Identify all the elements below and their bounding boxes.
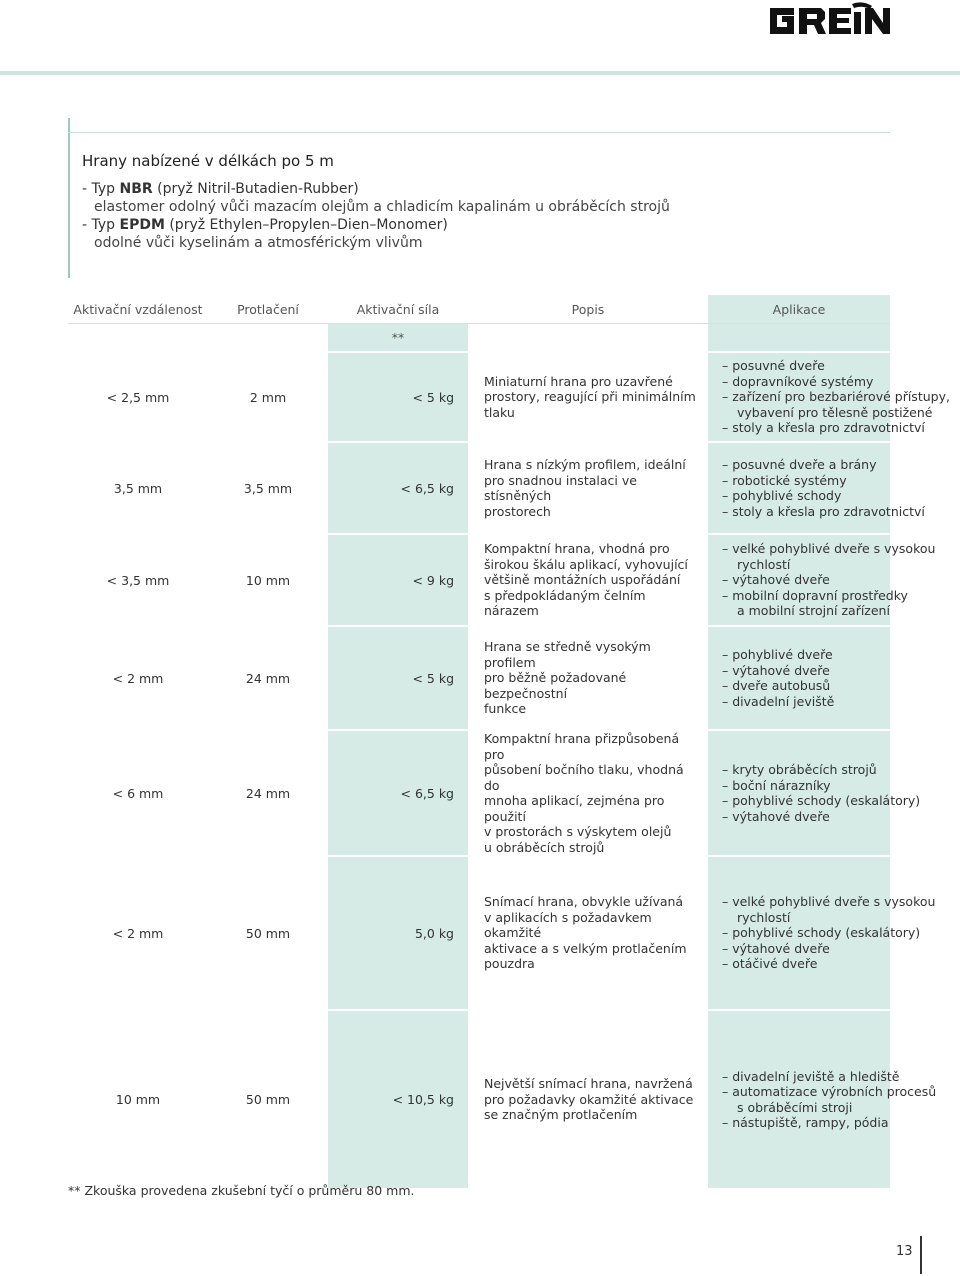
description-line: mnoha aplikací, zejména pro použití [484,793,665,824]
page-number-bar [920,1236,922,1274]
cell-activation-force: < 6,5 kg [328,442,468,534]
page-number: 13 [896,1244,913,1259]
intro-line-nbr: - Typ NBR (pryž Nitril-Butadien-Rubber) [82,181,359,197]
header-divider [0,71,960,75]
cell-activation-distance: 3,5 mm [68,442,208,534]
description-line: u obráběcích strojů [484,839,605,855]
cell-description [468,1010,708,1188]
application-line: – stoly a křesla pro zdravotnictví [722,503,925,519]
intro-vertical-rule [68,118,70,278]
application-line: – stoly a křesla pro zdravotnictví [722,420,925,436]
cell-application [708,856,936,1010]
description-line: funkce [484,701,527,717]
table-row [68,442,890,534]
grein-logo [766,0,892,38]
description-line: Kompaktní hrana přizpůsobená pro [484,731,680,762]
intro-title: Hrany nabízené v délkách po 5 m [82,152,334,170]
cell-push: 50 mm [208,856,328,1010]
application-line: – divadelní jeviště a hlediště [722,1068,900,1084]
application-line: – pohyblivé schody (eskalátory) [722,925,921,941]
intro-line-epdm-desc: odolné vůči kyselinám a atmosférickým vlivům [94,235,423,251]
description-line: většině montážních uspořádání [484,572,681,588]
table-row [68,856,890,1010]
application-line: – zařízení pro bezbariérové přístupy, [722,389,950,405]
cell-activation-force: < 10,5 kg [328,1010,468,1188]
description-line: pro požadavky okamžité aktivace [484,1091,694,1107]
cell-activation-distance: < 6 mm [68,730,208,856]
cell-activation-force: 5,0 kg [328,856,468,1010]
description-line: v aplikacích s požadavkem okamžité [484,909,652,941]
description-line: širokou škálu aplikací, vyhovující [484,556,688,572]
application-line: s obráběcími stroji [737,1099,853,1115]
cell-description [468,856,708,1010]
table-note-row [68,324,890,353]
footnote: ** Zkouška provedena zkušební tyčí o průměru 80 mm. [68,1183,415,1198]
application-line: – divadelní jeviště [722,693,835,709]
cell-application [708,626,890,730]
cell-push: 24 mm [208,626,328,730]
cell-push: 2 mm [208,352,328,442]
description-line: prostory, reagující při minimálním [484,389,696,405]
description-line: pro snadnou instalaci ve stísněných [484,472,637,503]
description-line: Hrana s nízkým profilem, ideální [484,457,686,472]
application-line: – boční nárazníky [722,777,831,793]
cell-activation-distance: 10 mm [68,1010,208,1188]
application-line: – výtahové dveře [722,940,830,956]
description-line: aktivace a s velkým protlačením [484,940,687,956]
cell-activation-force: < 5 kg [328,626,468,730]
cell-description [468,626,708,730]
header-activation-force: Aktivační síla [328,295,468,324]
header-description: Popis [468,295,708,324]
cell-activation-force: < 5 kg [328,352,468,442]
description-line: prostorech [484,503,551,519]
description-line: se značným protlačením [484,1107,638,1123]
application-line: a mobilní strojní zařízení [737,603,890,619]
cell-application [708,1010,937,1188]
cell-description [468,534,708,626]
application-line: rychlostí [737,556,791,572]
cell-application [708,352,950,442]
application-line: – posuvné dveře a brány [722,457,877,472]
application-line: – velké pohyblivé dveře s vysokou [722,541,936,557]
description-line: Kompaktní hrana, vhodná pro [484,541,670,557]
application-line: – výtahové dveře [722,662,830,678]
application-line: – výtahové dveře [722,808,830,824]
intro-line-epdm: - Typ EPDM (pryž Ethylen–Propylen–Dien–Monomer) [82,217,448,233]
table-row [68,352,890,442]
header-push: Protlačení [208,295,328,324]
intro-block [82,152,670,252]
table-header-row [68,295,890,324]
cell-push: 3,5 mm [208,442,328,534]
table-row [68,730,890,856]
description-line: s předpokládaným čelním nárazem [484,587,646,619]
description-line: tlaku [484,404,515,420]
cell-activation-distance: < 2 mm [68,626,208,730]
application-line: – pohyblivé schody [722,488,842,503]
cell-description [468,352,708,442]
intro-top-rule [68,132,890,133]
intro-line-nbr-desc: elastomer odolný vůči mazacím olejům a chladicím kapalinám u obráběcích strojů [94,199,670,215]
table-row [68,534,890,626]
cell-description [468,442,708,534]
cell-push: 50 mm [208,1010,328,1188]
description-line: Miniaturní hrana pro uzavřené [484,373,673,389]
application-line: – mobilní dopravní prostředky [722,587,908,603]
header-activation-distance: Aktivační vzdálenost [68,295,208,324]
cell-push: 10 mm [208,534,328,626]
cell-activation-force: < 6,5 kg [328,730,468,856]
application-line: – dveře autobusů [722,678,831,693]
application-line: – otáčivé dveře [722,956,818,972]
application-line: rychlostí [737,909,791,925]
application-line: – nástupiště, rampy, pódia [722,1115,889,1130]
header-application: Aplikace [708,295,890,324]
cell-application [708,730,921,856]
product-table [68,295,950,1188]
application-line: – pohyblivé dveře [722,647,833,662]
table-row [68,1010,890,1188]
description-line: pro běžně požadované bezpečnostní [484,670,627,701]
application-line: – výtahové dveře [722,572,830,588]
description-line: Hrana se středně vysokým profilem [484,639,651,670]
cell-activation-distance: < 2,5 mm [68,352,208,442]
cell-activation-distance: < 2 mm [68,856,208,1010]
application-line: – kryty obráběcích strojů [722,762,877,777]
cell-activation-force: < 9 kg [328,534,468,626]
application-line: – pohyblivé schody (eskalátory) [722,793,921,808]
cell-description [468,730,708,856]
application-line: – velké pohyblivé dveře s vysokou [722,894,936,910]
description-line: pouzdra [484,956,535,972]
force-note-marker: ** [328,324,468,353]
description-line: Snímací hrana, obvykle užívaná [484,894,684,910]
table-row [68,626,890,730]
cell-activation-distance: < 3,5 mm [68,534,208,626]
description-line: Největší snímací hrana, navržená [484,1076,693,1092]
application-line: – dopravníkové systémy [722,373,874,389]
cell-push: 24 mm [208,730,328,856]
cell-application [708,534,936,626]
application-line: – posuvné dveře [722,358,825,374]
application-line: – automatizace výrobních procesů [722,1084,937,1099]
cell-application [708,442,925,534]
description-line: v prostorách s výskytem olejů [484,824,672,839]
application-line: – robotické systémy [722,472,847,488]
application-line: vybavení pro tělesně postižené [737,404,933,420]
description-line: působení bočního tlaku, vhodná do [484,762,684,793]
